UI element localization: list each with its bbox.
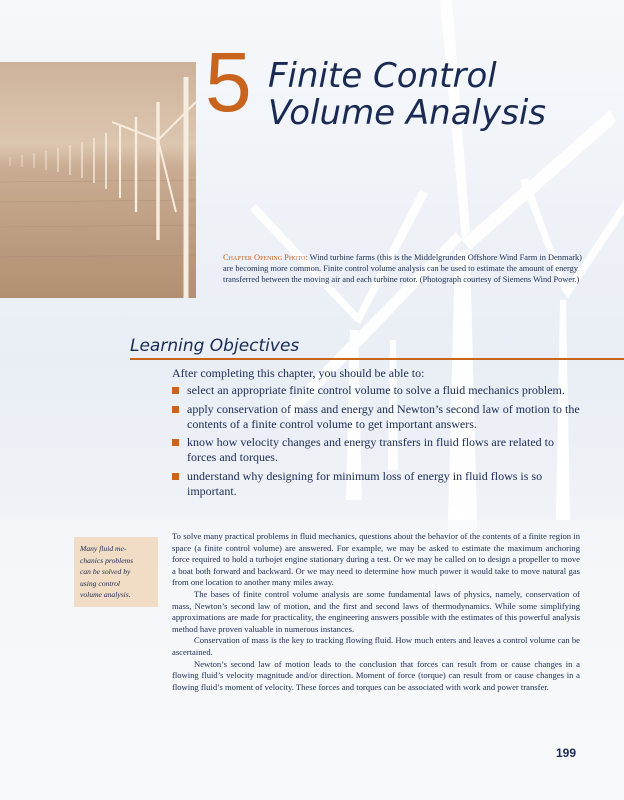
margin-note (74, 537, 158, 607)
chapter-title-line-2: Volume Analysis (268, 93, 546, 133)
caption-label: Chapter Opening Photo: (223, 253, 308, 262)
chapter-title-line-1: Finite Control (268, 56, 497, 96)
body-paragraph: Newton’s second law of motion leads to the conclusion that forces can result from or cause changes in a flowing fluid’s velocity magnitude and/or direction. Moment of force (torque) can result from or cause changes in a flowing fluid’s moment of velocity. These forces and torques can be associated with work and power transfer. (172, 658, 580, 692)
square-bullet-icon (172, 473, 179, 480)
objective-text: understand why designing for minimum loss of energy in fluid flows is so important. (187, 468, 543, 498)
caption-text: Wind turbine farms (this is the Middelgrunden Offshore Wind Farm in Denmark) are becoming more common. Finite control volume analysis can be used to estimate the amount of energy transferred between the moving air and each turbine rotor. (Photograph courtesy of Siemens Wind Power.) (223, 253, 582, 284)
margin-note-line: volume analysis. (80, 590, 131, 599)
chapter-opening-photo (0, 62, 196, 298)
chapter-number: 5 (205, 35, 248, 129)
margin-note-line: using control (80, 578, 121, 588)
body-paragraph: To solve many practical problems in fluid mechanics, questions about the behavior of the contents of a finite region in space (a finite control volume) are answered. For example, we may be asked to estimate the maximum anchoring force required to hold a turbojet engine stationary during a test. Or we may be called on to design a propeller to move a boat both forward and backward. Or we may need to determine how much power it would take to move natural gas from one location to another many miles away. (172, 531, 580, 588)
objective-text: know how velocity changes and energy transfers in fluid flows are related to forces and torques. (187, 435, 554, 464)
body-text (172, 531, 580, 693)
learning-objectives-list (172, 383, 582, 502)
heading-rule (130, 358, 624, 360)
objective-item (172, 469, 582, 499)
margin-note-line: chanics problems (80, 555, 134, 565)
margin-note-line: can be solved by (80, 567, 131, 576)
square-bullet-icon (172, 406, 179, 413)
page-number: 199 (556, 746, 577, 760)
objective-item (172, 402, 582, 432)
chapter-title (268, 58, 546, 132)
learning-objectives-intro: After completing this chapter, you should be able to: (172, 366, 425, 380)
learning-objectives-heading: Learning Objectives (130, 336, 300, 356)
photo-caption (223, 252, 585, 285)
objective-item (172, 435, 582, 465)
margin-note-line: Many fluid me- (80, 544, 127, 553)
body-paragraph: The bases of finite control volume analysis are some fundamental laws of physics, namely, conservation of mass, Newton’s second law of motion, and the first and second laws of thermodynamics. While some simplifying approximations are made for practicality, the engineering answers possible with the estimates of this powerful analysis method have proven valuable in numerous instances. (172, 588, 581, 634)
objective-text: apply conservation of mass and energy and Newton’s second law of motion to the contents of a finite control volume to get important answers. (187, 401, 580, 431)
objective-text: select an appropriate finite control volume to solve a fluid mechanics problem. (187, 383, 565, 397)
body-paragraph: Conservation of mass is the key to tracking flowing fluid. How much enters and leaves a control volume can be ascertained. (172, 635, 580, 657)
objective-item (172, 383, 582, 398)
square-bullet-icon (172, 387, 179, 394)
square-bullet-icon (172, 439, 179, 446)
